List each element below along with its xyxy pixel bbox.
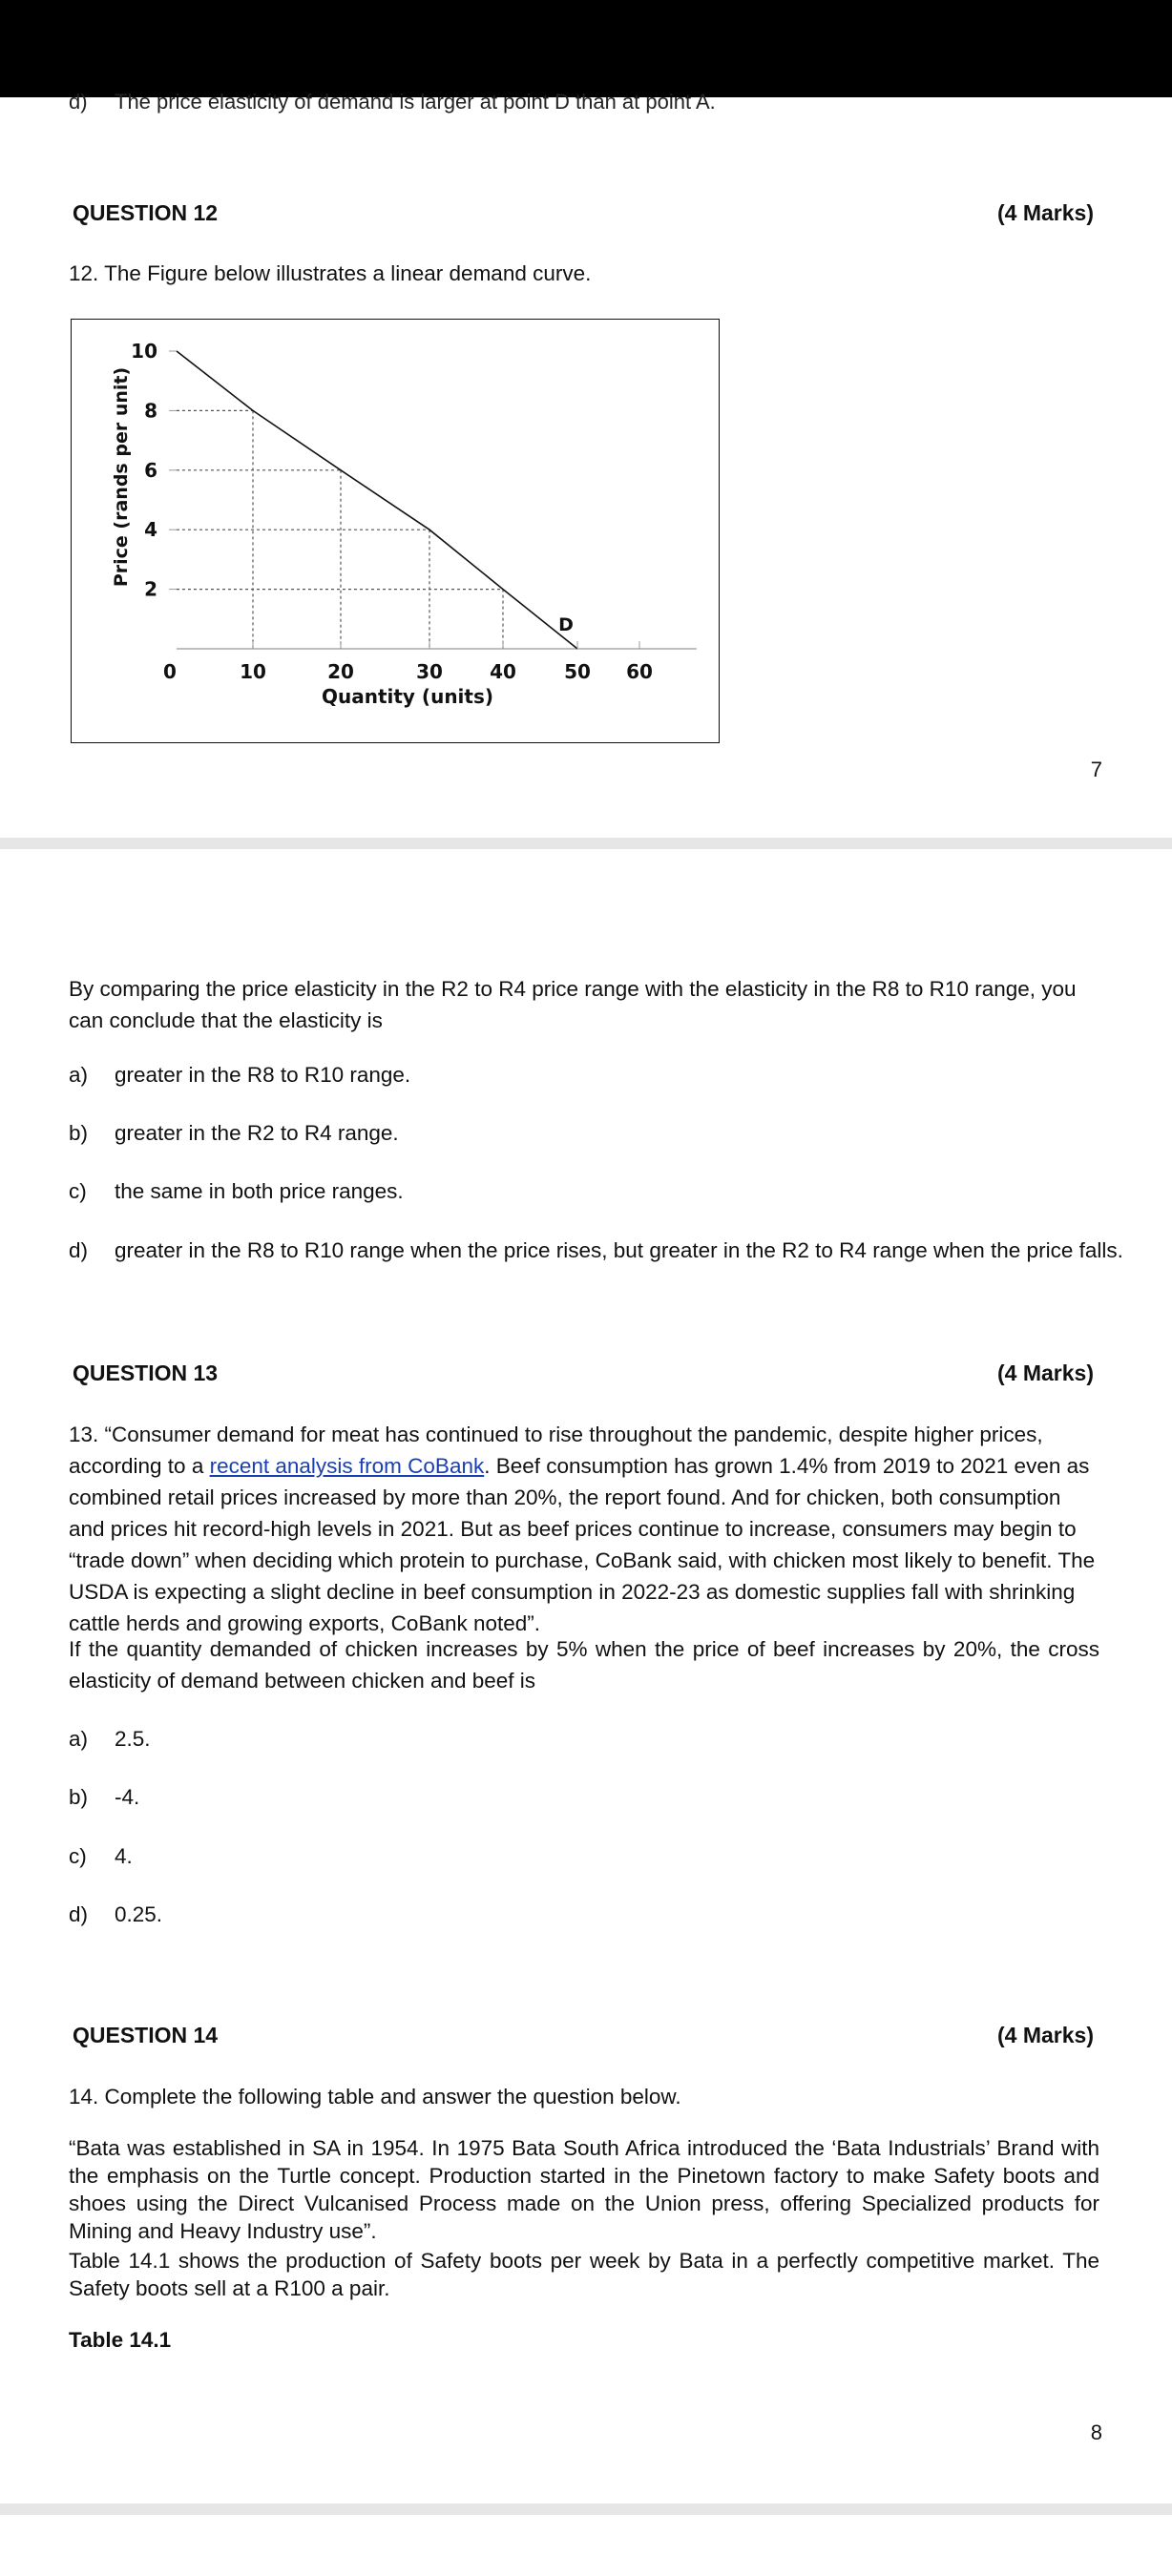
x-tick-label: 10 (240, 660, 266, 683)
q12-option-b[interactable] (69, 1121, 399, 1146)
option-label: c) (69, 1844, 87, 1868)
bata-paragraph: “Bata was established in SA in 1954. In 1975 Bata South Africa introduced the ‘Bata Industrials’ Brand with the emphasis on the Turtle concept. Production started in the Pinetown factory to make Safety boots and shoes using the Direct Vulcanised Process made on the Union press, offering Specialized products for Mining and Heavy Industry use”. (69, 2136, 1099, 2243)
question-13-text: If the quantity demanded of chicken increases by 5% when the price of beef increases by 20%, the cross elasticity of demand between chicken and beef is (69, 1637, 1099, 1693)
quote-start: 13. “Consumer demand for meat has continued to rise throughout the pandemic, despite higher prices, according to a (69, 1423, 1043, 1478)
x-tick-label: 30 (416, 660, 443, 683)
option-label: a) (69, 1727, 89, 1751)
x-tick-label: 50 (564, 660, 591, 683)
question-13-heading: QUESTION 13 (73, 1361, 219, 1385)
option-label: b) (69, 1121, 89, 1145)
option-text: 2.5. (115, 1727, 151, 1751)
y-tick-label: 8 (144, 399, 157, 423)
cobank-analysis-link[interactable]: recent analysis from CoBank (209, 1454, 485, 1478)
q12-option-a[interactable] (69, 1063, 410, 1088)
option-text: greater in the R8 to R10 range when the price rises, but greater in the R2 to R4 range when the price falls. (115, 1238, 1123, 1262)
y-tick-label: 10 (131, 340, 157, 363)
option-text: 4. (115, 1844, 133, 1868)
quote-end: . Beef consumption has grown 1.4% from 2019 to 2021 even as combined retail prices increased by more than 20%, the report found. And for chicken, both consumption and prices hit record-high levels in 2021. But as beef prices continue to increase, consumers may begin to “trade down” when deciding which protein to purchase, CoBank said, with chicken most likely to benefit. The USDA is expecting a slight decline in beef consumption in 2022-23 as domestic supplies fall with shrinking cattle herds and growing exports, CoBank noted”. (69, 1454, 1096, 1635)
option-label: c) (69, 1179, 87, 1203)
q12-option-c[interactable] (69, 1179, 404, 1204)
y-axis-label: Price (rands per unit) (111, 366, 132, 588)
q13-option-d[interactable] (69, 1902, 162, 1927)
option-label: d) (69, 1238, 89, 1262)
option-text: greater in the R8 to R10 range. (115, 1063, 411, 1087)
y-tick-label: 6 (144, 458, 157, 482)
page-number-7: 7 (1090, 758, 1102, 781)
x-tick-label: 40 (490, 660, 516, 683)
q12-option-d[interactable] (69, 1238, 1123, 1263)
question-13-quote (69, 1419, 1099, 1639)
option-text: -4. (115, 1785, 140, 1809)
table-title: Table 14.1 (69, 2328, 172, 2352)
question-12-text: By comparing the price elasticity in the R2 to R4 price range with the elasticity in the R8 to R10 range, you can conclude that the elasticity is (69, 977, 1077, 1032)
page-number-8: 8 (1090, 2420, 1102, 2444)
x-tick-label: 20 (327, 660, 354, 683)
y-tick-label: 2 (144, 577, 157, 601)
question-12-marks: (4 Marks) (997, 200, 1094, 225)
page-divider (0, 2503, 1172, 2515)
option-text: greater in the R2 to R4 range. (115, 1121, 399, 1145)
option-text: the same in both price ranges. (115, 1179, 404, 1203)
option-text: The price elasticity of demand is larger at point D than at point A. (115, 90, 716, 114)
x-tick-label: 60 (626, 660, 653, 683)
table-description: Table 14.1 shows the production of Safety boots per week by Bata in a perfectly competitive market. The Safety boots sell at a R100 a pair. (69, 2249, 1099, 2300)
q13-option-a[interactable] (69, 1727, 151, 1752)
demand-curve-figure (71, 319, 720, 743)
x-axis-label: Quantity (units) (321, 685, 494, 708)
curve-label-d: D (558, 614, 574, 635)
question-14-intro: 14. Complete the following table and answer the question below. (69, 2085, 681, 2109)
demand-curve-chart (72, 320, 719, 742)
option-label: d) (69, 1902, 89, 1926)
top-black-bar (0, 0, 1172, 97)
q13-option-b[interactable] (69, 1785, 139, 1810)
page-divider (0, 838, 1172, 849)
question-14-marks: (4 Marks) (997, 2023, 1094, 2047)
question-14-heading: QUESTION 14 (73, 2023, 219, 2047)
question-12-heading: QUESTION 12 (73, 200, 219, 225)
option-label: b) (69, 1785, 89, 1809)
x-tick-label: 0 (163, 660, 177, 683)
cut-off-option (69, 90, 716, 114)
option-label: a) (69, 1063, 89, 1087)
demand-line (177, 351, 577, 649)
question-13-marks: (4 Marks) (997, 1361, 1094, 1385)
option-label: d) (69, 90, 88, 114)
q13-option-c[interactable] (69, 1844, 133, 1869)
option-text: 0.25. (115, 1902, 163, 1926)
question-12-intro: 12. The Figure below illustrates a linear demand curve. (69, 261, 592, 285)
y-tick-label: 4 (144, 518, 157, 542)
